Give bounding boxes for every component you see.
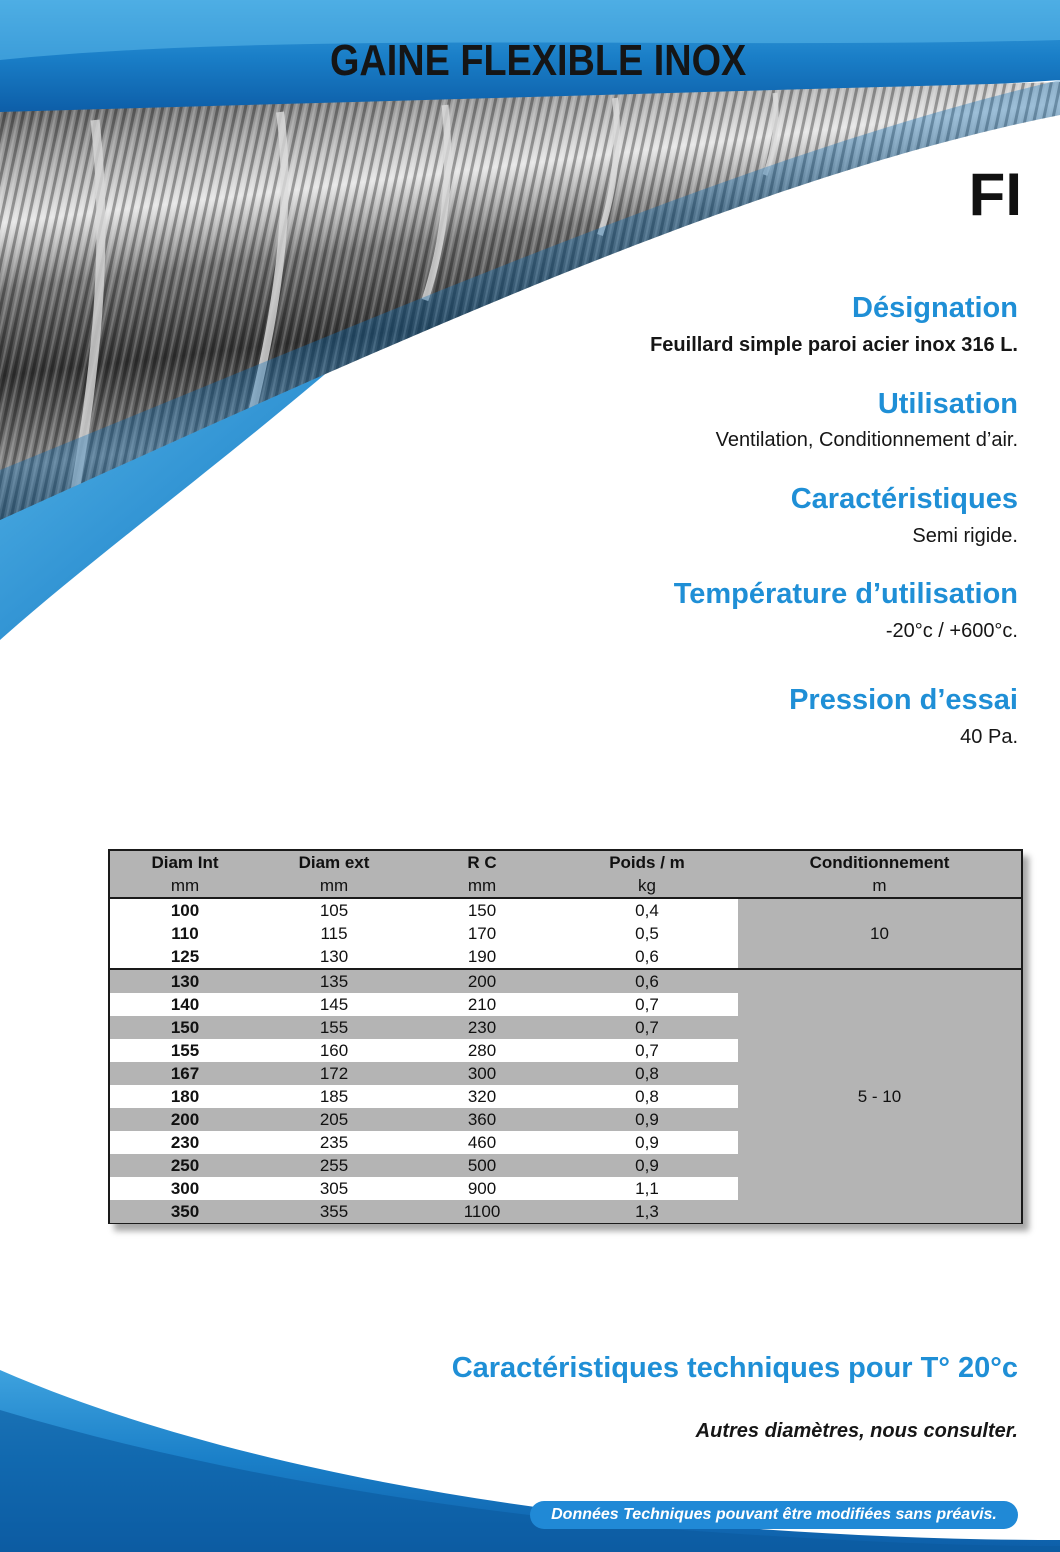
tech-title: Caractéristiques techniques pour T° 20°c bbox=[451, 1352, 1018, 1384]
table-cell: 500 bbox=[408, 1154, 556, 1177]
caracteristiques-text: Semi rigide. bbox=[912, 525, 1018, 547]
table-cell: 250 bbox=[110, 1154, 260, 1177]
table-cell: 172 bbox=[260, 1062, 408, 1085]
table-cell: 0,4 bbox=[556, 898, 738, 922]
table-cell: 180 bbox=[110, 1085, 260, 1108]
table-cell: 125 bbox=[110, 945, 260, 969]
unit-diam-ext: mm bbox=[260, 874, 408, 898]
pression-title: Pression d’essai bbox=[789, 684, 1018, 716]
caracteristiques-title: Caractéristiques bbox=[790, 483, 1018, 515]
table-cell: 355 bbox=[260, 1200, 408, 1223]
table-cell: 0,8 bbox=[556, 1085, 738, 1108]
utilisation-text: Ventilation, Conditionnement d’air. bbox=[715, 429, 1018, 451]
temperature-title: Température d’utilisation bbox=[673, 578, 1018, 610]
table-cell: 210 bbox=[408, 993, 556, 1016]
table-cell: 145 bbox=[260, 993, 408, 1016]
table-cell: 135 bbox=[260, 969, 408, 993]
table-cell: 150 bbox=[110, 1016, 260, 1039]
table-cell: 0,8 bbox=[556, 1062, 738, 1085]
table-cell: 0,7 bbox=[556, 1016, 738, 1039]
table-cell: 360 bbox=[408, 1108, 556, 1131]
table-cell: 155 bbox=[260, 1016, 408, 1039]
col-header-rc: R C bbox=[408, 851, 556, 874]
product-code: FI bbox=[968, 161, 1022, 228]
table-cell: 230 bbox=[408, 1016, 556, 1039]
table-cell: 100 bbox=[110, 898, 260, 922]
table-cell: 200 bbox=[408, 969, 556, 993]
table-cell: 0,9 bbox=[556, 1154, 738, 1177]
designation-text: Feuillard simple paroi acier inox 316 L. bbox=[650, 334, 1018, 356]
table-cell: 0,7 bbox=[556, 993, 738, 1016]
table-cell: 0,6 bbox=[556, 945, 738, 969]
table-cell: 1,1 bbox=[556, 1177, 738, 1200]
conditionnement-cell: 5 - 10 bbox=[738, 969, 1021, 1223]
table-cell: 170 bbox=[408, 922, 556, 945]
col-header-diam-ext: Diam ext bbox=[260, 851, 408, 874]
table-cell: 900 bbox=[408, 1177, 556, 1200]
table-cell: 185 bbox=[260, 1085, 408, 1108]
page-title: GAINE FLEXIBLE INOX bbox=[329, 36, 747, 85]
table-cell: 460 bbox=[408, 1131, 556, 1154]
other-diameters-note: Autres diamètres, nous consulter. bbox=[695, 1420, 1018, 1442]
designation-title: Désignation bbox=[852, 292, 1018, 324]
table-cell: 300 bbox=[408, 1062, 556, 1085]
pression-text: 40 Pa. bbox=[960, 726, 1018, 748]
table-cell: 305 bbox=[260, 1177, 408, 1200]
table-cell: 0,9 bbox=[556, 1108, 738, 1131]
table-cell: 1,3 bbox=[556, 1200, 738, 1223]
utilisation-title: Utilisation bbox=[877, 388, 1018, 420]
table-cell: 1100 bbox=[408, 1200, 556, 1223]
table-cell: 0,9 bbox=[556, 1131, 738, 1154]
table-cell: 320 bbox=[408, 1085, 556, 1108]
table-cell: 0,6 bbox=[556, 969, 738, 993]
unit-rc: mm bbox=[408, 874, 556, 898]
table-cell: 0,5 bbox=[556, 922, 738, 945]
table-row bbox=[110, 898, 1021, 922]
table-cell: 130 bbox=[110, 969, 260, 993]
unit-poids: kg bbox=[556, 874, 738, 898]
table-cell: 155 bbox=[110, 1039, 260, 1062]
temperature-text: -20°c / +600°c. bbox=[885, 620, 1018, 642]
table-cell: 190 bbox=[408, 945, 556, 969]
table-row bbox=[110, 969, 1021, 993]
unit-diam-int: mm bbox=[110, 874, 260, 898]
table-cell: 105 bbox=[260, 898, 408, 922]
table-cell: 300 bbox=[110, 1177, 260, 1200]
table-cell: 350 bbox=[110, 1200, 260, 1223]
disclaimer-badge: Données Techniques pouvant être modifiées sans préavis. bbox=[530, 1501, 1018, 1529]
table-cell: 110 bbox=[110, 922, 260, 945]
col-header-diam-int: Diam Int bbox=[110, 851, 260, 874]
table-cell: 167 bbox=[110, 1062, 260, 1085]
table-cell: 205 bbox=[260, 1108, 408, 1131]
table-cell: 255 bbox=[260, 1154, 408, 1177]
col-header-poids: Poids / m bbox=[556, 851, 738, 874]
table-cell: 160 bbox=[260, 1039, 408, 1062]
conditionnement-cell: 10 bbox=[738, 898, 1021, 969]
table-cell: 115 bbox=[260, 922, 408, 945]
table-cell: 0,7 bbox=[556, 1039, 738, 1062]
table-cell: 150 bbox=[408, 898, 556, 922]
table-cell: 280 bbox=[408, 1039, 556, 1062]
unit-conditionnement: m bbox=[738, 874, 1021, 898]
table-cell: 140 bbox=[110, 993, 260, 1016]
col-header-conditionnement: Conditionnement bbox=[738, 851, 1021, 874]
table-cell: 235 bbox=[260, 1131, 408, 1154]
table-cell: 130 bbox=[260, 945, 408, 969]
table-cell: 200 bbox=[110, 1108, 260, 1131]
table-cell: 230 bbox=[110, 1131, 260, 1154]
spec-table bbox=[108, 849, 1023, 1224]
